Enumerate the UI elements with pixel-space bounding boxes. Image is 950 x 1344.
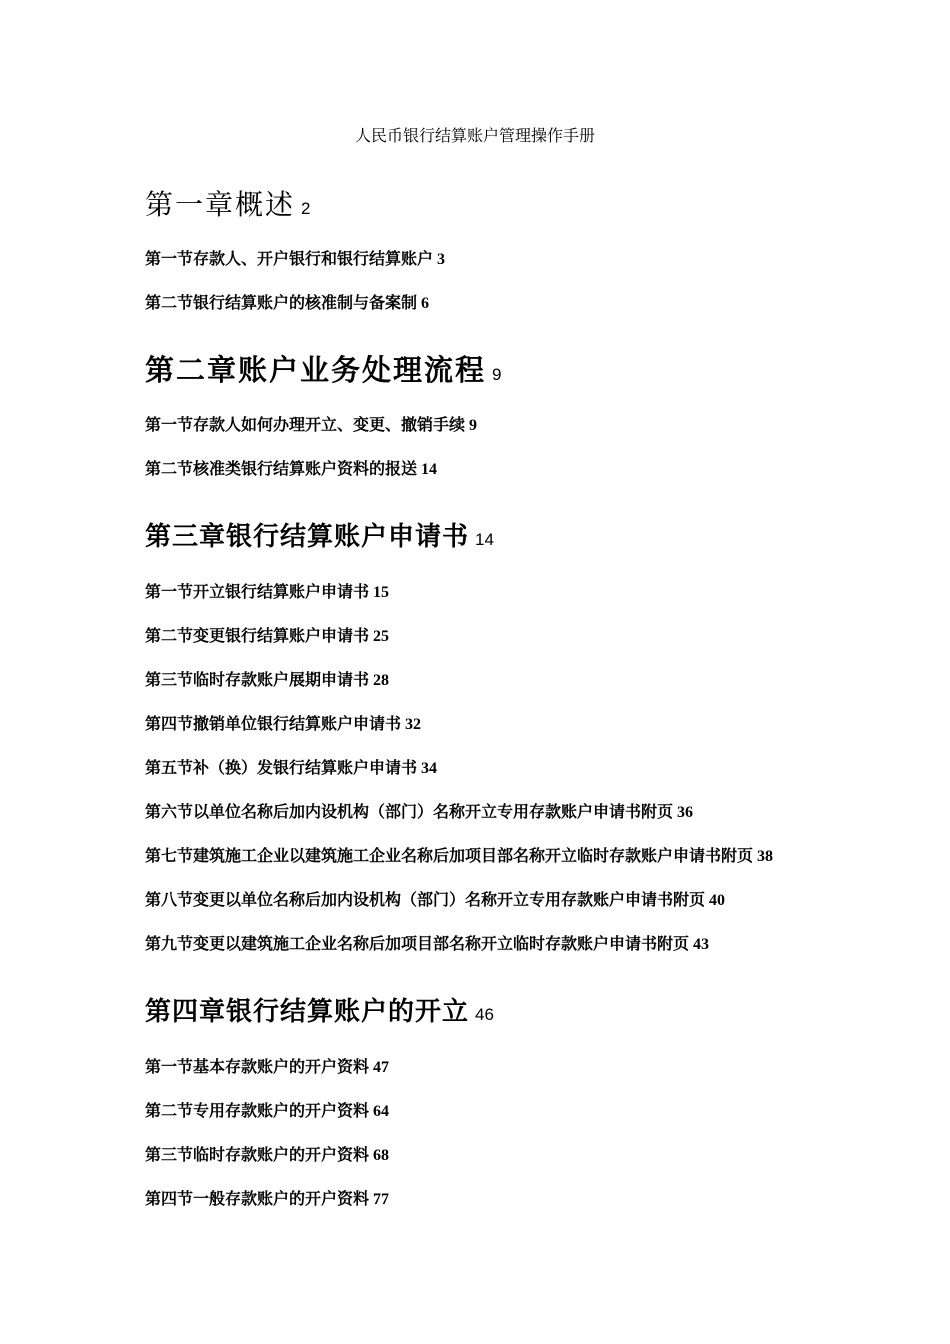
section-page-number: 64 — [373, 1103, 390, 1120]
toc-chapter-3 — [145, 517, 494, 560]
section-page-number: 28 — [373, 672, 390, 689]
section-page-number: 32 — [405, 716, 422, 733]
toc-section — [145, 801, 693, 824]
section-page-number: 25 — [373, 628, 390, 645]
section-page-number: 14 — [421, 461, 438, 478]
section-page-number: 15 — [373, 584, 390, 601]
section-title: 第二节银行结算账户的核准制与备案制 — [145, 293, 418, 312]
section-page-number: 38 — [757, 848, 774, 865]
chapter-title: 第二章账户业务处理流程 — [145, 353, 487, 387]
toc-section — [145, 625, 389, 648]
chapter-page-number: 2 — [301, 199, 311, 218]
document-title: 人民币银行结算账户管理操作手册 — [354, 126, 595, 145]
section-page-number: 68 — [373, 1147, 390, 1164]
toc-section — [145, 248, 445, 271]
toc-chapter-2 — [145, 350, 501, 395]
section-title: 第一节存款人、开户银行和银行结算账户 — [145, 249, 434, 268]
chapter-page-number: 14 — [475, 530, 494, 549]
section-title: 第一节存款人如何办理开立、变更、撤销手续 — [145, 415, 466, 434]
section-page-number: 34 — [421, 760, 438, 777]
chapter-title: 第一章概述 — [145, 188, 296, 221]
toc-section — [145, 1144, 389, 1167]
chapter-title: 第四章银行结算账户的开立 — [145, 997, 470, 1027]
section-page-number: 77 — [373, 1191, 390, 1208]
section-title: 第一节开立银行结算账户申请书 — [145, 582, 370, 601]
section-title: 第一节基本存款账户的开户资料 — [145, 1057, 370, 1076]
section-title: 第四节一般存款账户的开户资料 — [145, 1189, 370, 1208]
section-page-number: 43 — [693, 936, 710, 953]
section-title: 第九节变更以建筑施工企业名称后加项目部名称开立临时存款账户申请书附页 — [145, 934, 690, 953]
toc-section — [145, 1100, 389, 1123]
section-title: 第四节撤销单位银行结算账户申请书 — [145, 714, 402, 733]
toc-section — [145, 669, 389, 692]
section-title: 第二节变更银行结算账户申请书 — [145, 626, 370, 645]
toc-chapter-1 — [145, 185, 310, 229]
toc-section — [145, 889, 725, 912]
section-title: 第七节建筑施工企业以建筑施工企业名称后加项目部名称开立临时存款账户申请书附页 — [145, 846, 754, 865]
chapter-page-number: 9 — [492, 365, 502, 384]
section-title: 第八节变更以单位名称后加内设机构（部门）名称开立专用存款账户申请书附页 — [145, 890, 706, 909]
toc-section — [145, 845, 773, 868]
toc-section — [145, 581, 389, 604]
section-title: 第二节核准类银行结算账户资料的报送 — [145, 459, 418, 478]
toc-section — [145, 292, 429, 315]
section-title: 第二节专用存款账户的开户资料 — [145, 1101, 370, 1120]
section-page-number: 9 — [469, 417, 478, 434]
section-title: 第五节补（换）发银行结算账户申请书 — [145, 758, 418, 777]
section-page-number: 3 — [437, 251, 446, 268]
chapter-title: 第三章银行结算账户申请书 — [145, 522, 470, 552]
toc-section — [145, 757, 437, 780]
chapter-page-number: 46 — [475, 1005, 494, 1024]
toc-section — [145, 414, 477, 437]
toc-section — [145, 458, 437, 481]
toc-section — [145, 933, 709, 956]
toc-section — [145, 1188, 389, 1211]
section-title: 第六节以单位名称后加内设机构（部门）名称开立专用存款账户申请书附页 — [145, 802, 674, 821]
toc-chapter-4 — [145, 992, 494, 1035]
toc-section — [145, 1056, 389, 1079]
toc-section — [145, 713, 421, 736]
section-page-number: 6 — [421, 295, 430, 312]
section-title: 第三节临时存款账户展期申请书 — [145, 670, 370, 689]
section-page-number: 36 — [677, 804, 694, 821]
section-title: 第三节临时存款账户的开户资料 — [145, 1145, 370, 1164]
section-page-number: 40 — [709, 892, 726, 909]
section-page-number: 47 — [373, 1059, 390, 1076]
